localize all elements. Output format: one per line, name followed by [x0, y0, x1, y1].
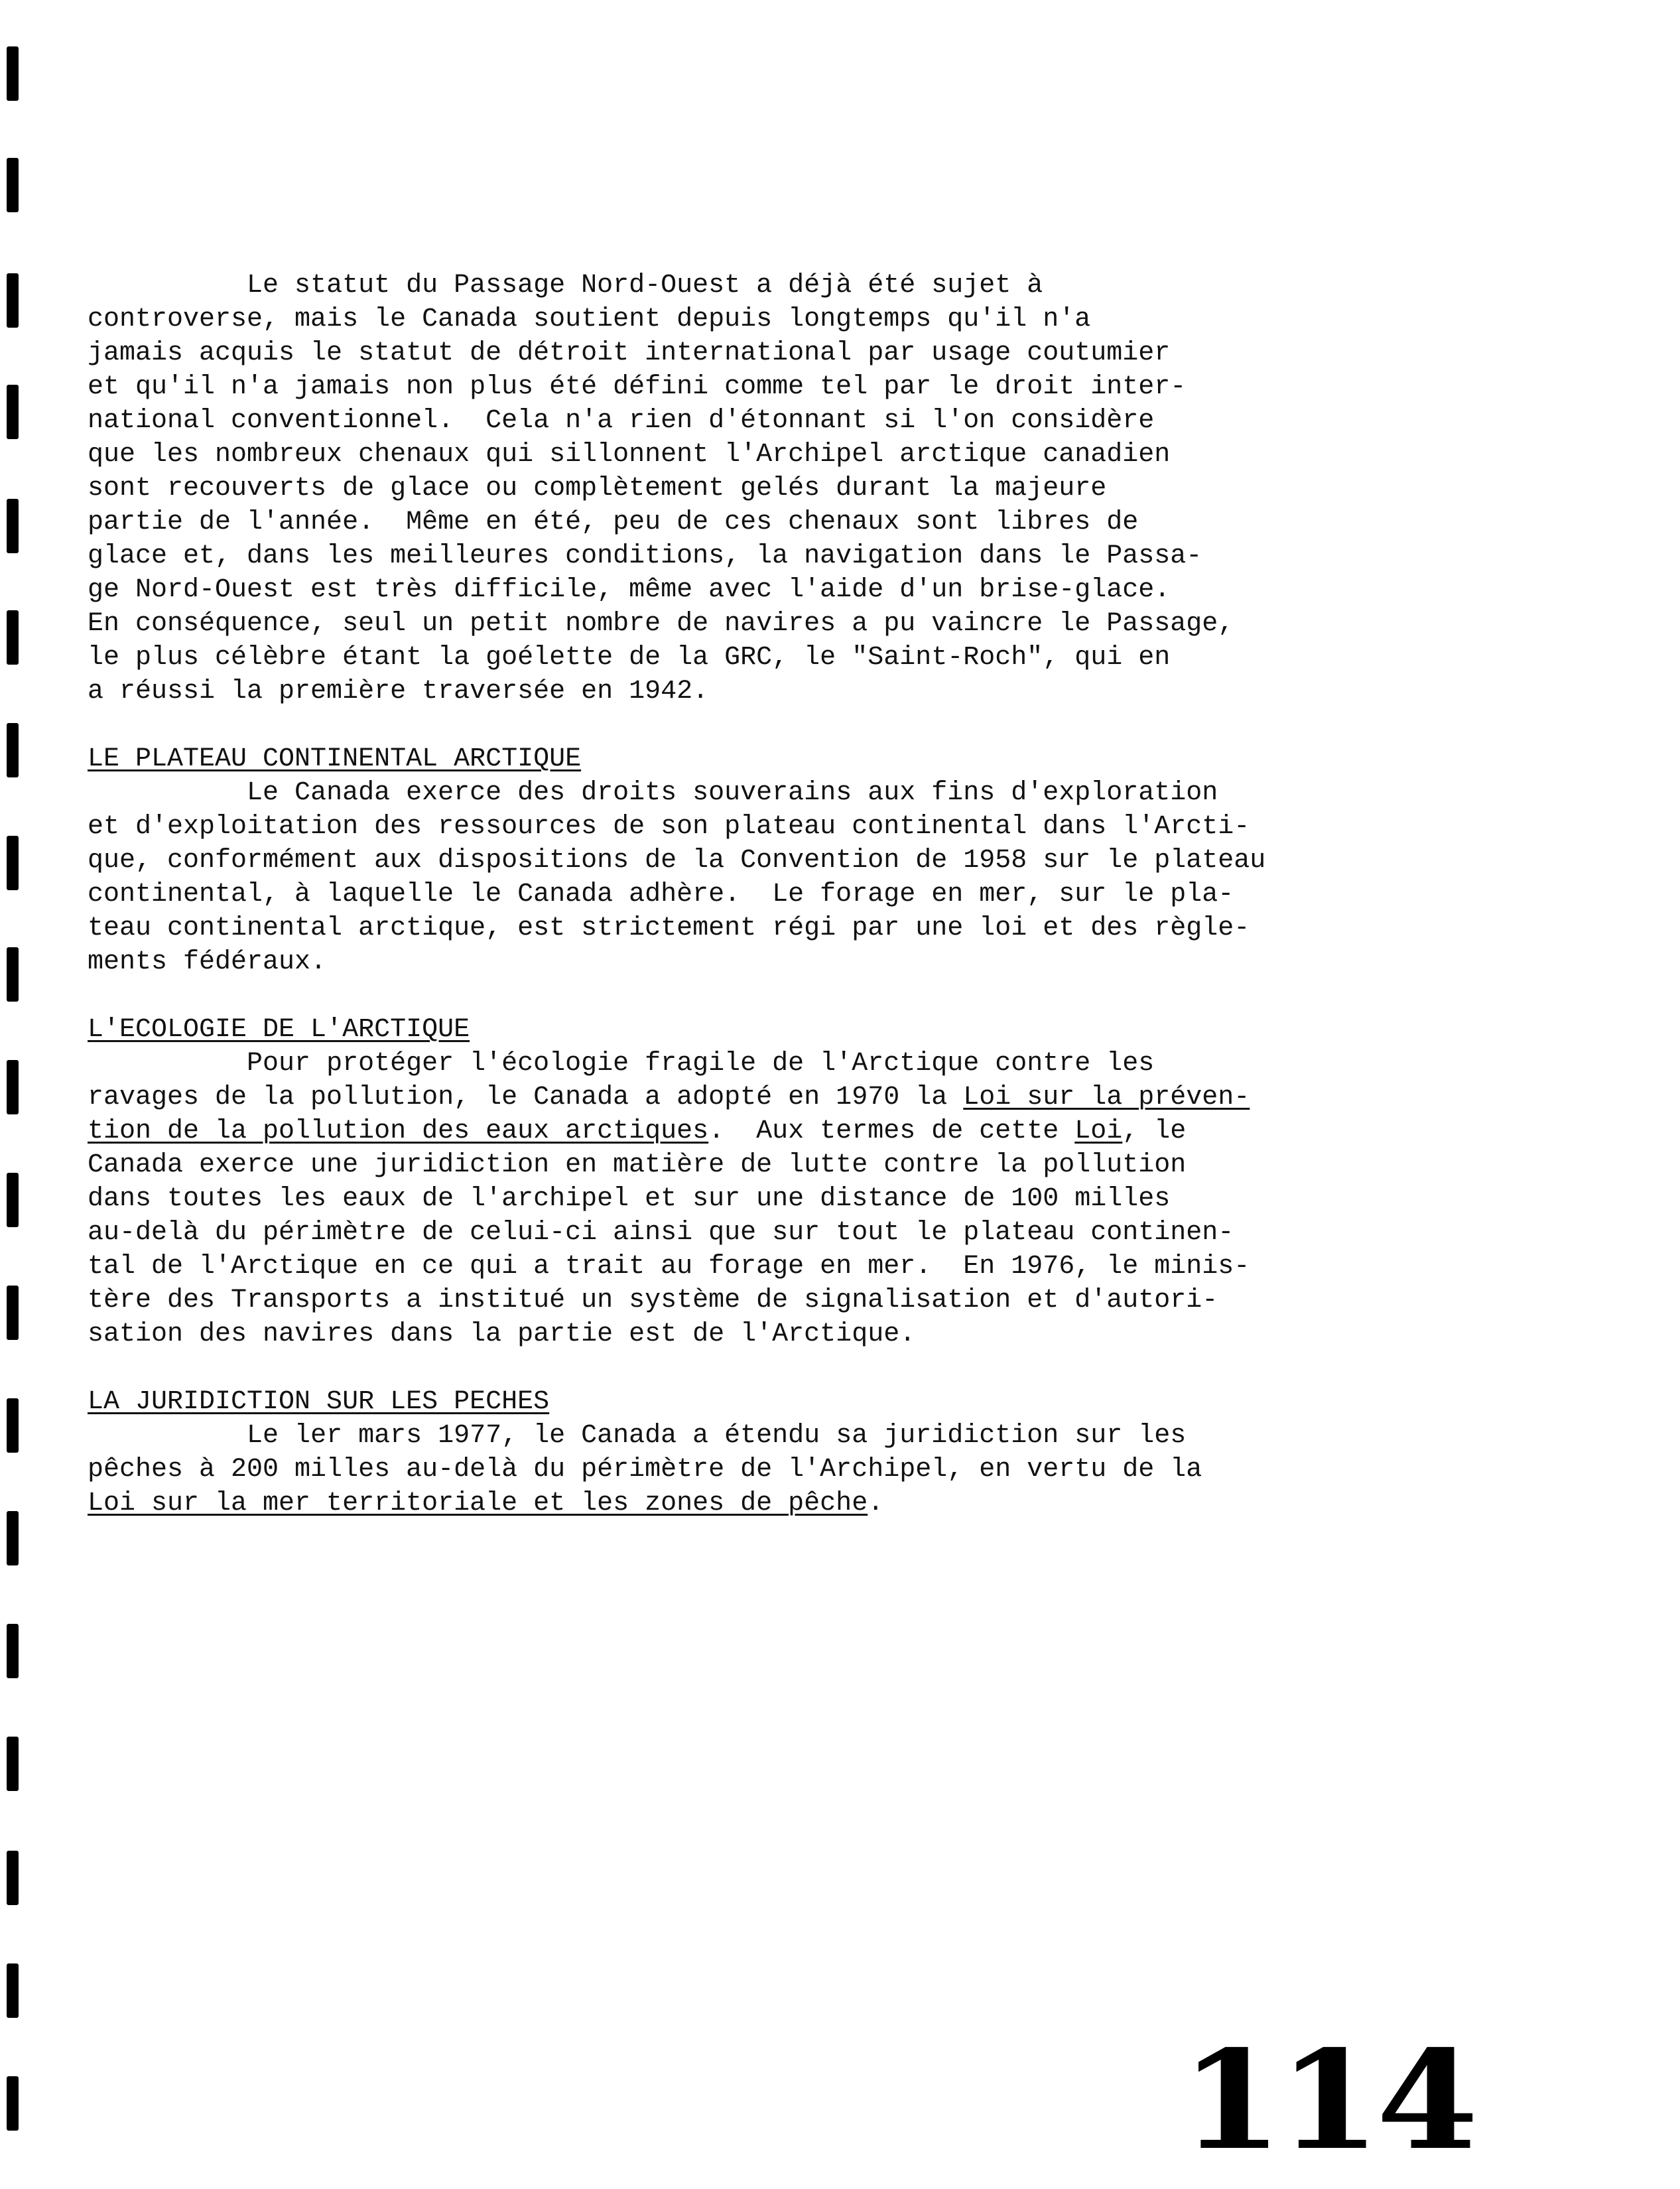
text-line: Le ler mars 1977, le Canada a étendu sa juridiction sur les	[88, 1421, 1187, 1451]
text-line: Pour protéger l'écologie fragile de l'Arctique contre les	[88, 1049, 1155, 1079]
text-line	[88, 1487, 1441, 1520]
text-line: national conventionnel. Cela n'a rien d'étonnant si l'on considère	[88, 406, 1155, 436]
text-line: tal de l'Arctique en ce qui a trait au forage en mer. En 1976, le minis-	[88, 1252, 1250, 1282]
law-title-underlined: Loi sur la préven-	[963, 1083, 1250, 1112]
text-line: ments fédéraux.	[88, 947, 327, 977]
binding-mark	[7, 610, 19, 665]
text-line: teau continental arctique, est strictement régi par une loi et des règle-	[88, 913, 1250, 943]
text-line: et d'exploitation des ressources de son plateau continental dans l'Arcti-	[88, 812, 1250, 842]
binding-mark	[7, 158, 19, 212]
text-line: dans toutes les eaux de l'archipel et sur une distance de 100 milles	[88, 1184, 1171, 1214]
binding-mark	[7, 836, 19, 890]
binding-mark	[7, 723, 19, 777]
text-line	[88, 1081, 1441, 1114]
binding-mark	[7, 1398, 19, 1453]
text-line	[88, 1114, 1441, 1148]
binding-mark	[7, 1851, 19, 1905]
section-heading-plateau-continental: LE PLATEAU CONTINENTAL ARCTIQUE	[88, 744, 582, 774]
binding-mark	[7, 385, 19, 439]
text-run: , le	[1122, 1116, 1187, 1146]
binding-mark	[7, 46, 19, 101]
paragraph-passage-nord-ouest	[88, 269, 1441, 708]
binding-mark	[7, 1737, 19, 1791]
text-line: que, conformément aux dispositions de la Convention de 1958 sur le plateau	[88, 846, 1266, 876]
section-heading-ecologie: L'ECOLOGIE DE L'ARCTIQUE	[88, 1015, 470, 1045]
document-body	[88, 269, 1441, 1520]
law-title-underlined: Loi sur la mer territoriale et les zones de pêche	[88, 1489, 868, 1518]
text-line: au-delà du périmètre de celui-ci ainsi que sur tout le plateau continen-	[88, 1218, 1234, 1248]
binding-mark	[7, 1624, 19, 1678]
binding-mark	[7, 1060, 19, 1114]
text-line: tère des Transports a institué un système de signalisation et d'autori-	[88, 1286, 1218, 1315]
text-line: En conséquence, seul un petit nombre de navires a pu vaincre le Passage,	[88, 609, 1234, 639]
text-line: Le statut du Passage Nord-Ouest a déjà été sujet à	[88, 271, 1043, 300]
binding-mark	[7, 2076, 19, 2131]
page-number: 114	[1181, 2021, 1474, 2180]
law-reference-underlined: Loi	[1074, 1116, 1123, 1146]
text-run: . Aux termes de cette	[708, 1116, 1075, 1146]
binding-mark	[7, 499, 19, 553]
text-line: glace et, dans les meilleures conditions, la navigation dans le Passa-	[88, 541, 1202, 571]
text-line: que les nombreux chenaux qui sillonnent l'Archipel arctique canadien	[88, 440, 1171, 470]
binding-mark	[7, 1963, 19, 2018]
text-line: a réussi la première traversée en 1942.	[88, 677, 709, 706]
text-run: .	[868, 1489, 884, 1518]
binding-mark	[7, 1173, 19, 1227]
law-title-underlined: tion de la pollution des eaux arctiques	[88, 1116, 709, 1146]
binding-mark	[7, 947, 19, 1002]
paragraph-peches	[88, 1419, 1441, 1520]
text-line: le plus célèbre étant la goélette de la GRC, le "Saint-Roch", qui en	[88, 643, 1171, 673]
text-line: sation des navires dans la partie est de l'Arctique.	[88, 1319, 916, 1349]
text-line: Canada exerce une juridiction en matière de lutte contre la pollution	[88, 1150, 1187, 1180]
text-line: continental, à laquelle le Canada adhère. Le forage en mer, sur le pla-	[88, 880, 1234, 909]
paragraph-plateau-continental	[88, 776, 1441, 979]
text-line: partie de l'année. Même en été, peu de ces chenaux sont libres de	[88, 507, 1139, 537]
text-line: controverse, mais le Canada soutient depuis longtemps qu'il n'a	[88, 304, 1091, 334]
text-line: jamais acquis le statut de détroit international par usage coutumier	[88, 338, 1171, 368]
section-heading-peches: LA JURIDICTION SUR LES PECHES	[88, 1387, 550, 1417]
binding-mark	[7, 1286, 19, 1340]
text-line: Le Canada exerce des droits souverains aux fins d'exploration	[88, 778, 1218, 808]
binding-mark	[7, 1511, 19, 1565]
paragraph-ecologie	[88, 1047, 1441, 1351]
text-line: ge Nord-Ouest est très difficile, même avec l'aide d'un brise-glace.	[88, 575, 1171, 605]
binding-mark	[7, 273, 19, 328]
text-run: ravages de la pollution, le Canada a adopté en 1970 la	[88, 1083, 964, 1112]
text-line: et qu'il n'a jamais non plus été défini comme tel par le droit inter-	[88, 372, 1187, 402]
text-line: sont recouverts de glace ou complètement gelés durant la majeure	[88, 474, 1107, 503]
text-line: pêches à 200 milles au-delà du périmètre de l'Archipel, en vertu de la	[88, 1455, 1202, 1485]
